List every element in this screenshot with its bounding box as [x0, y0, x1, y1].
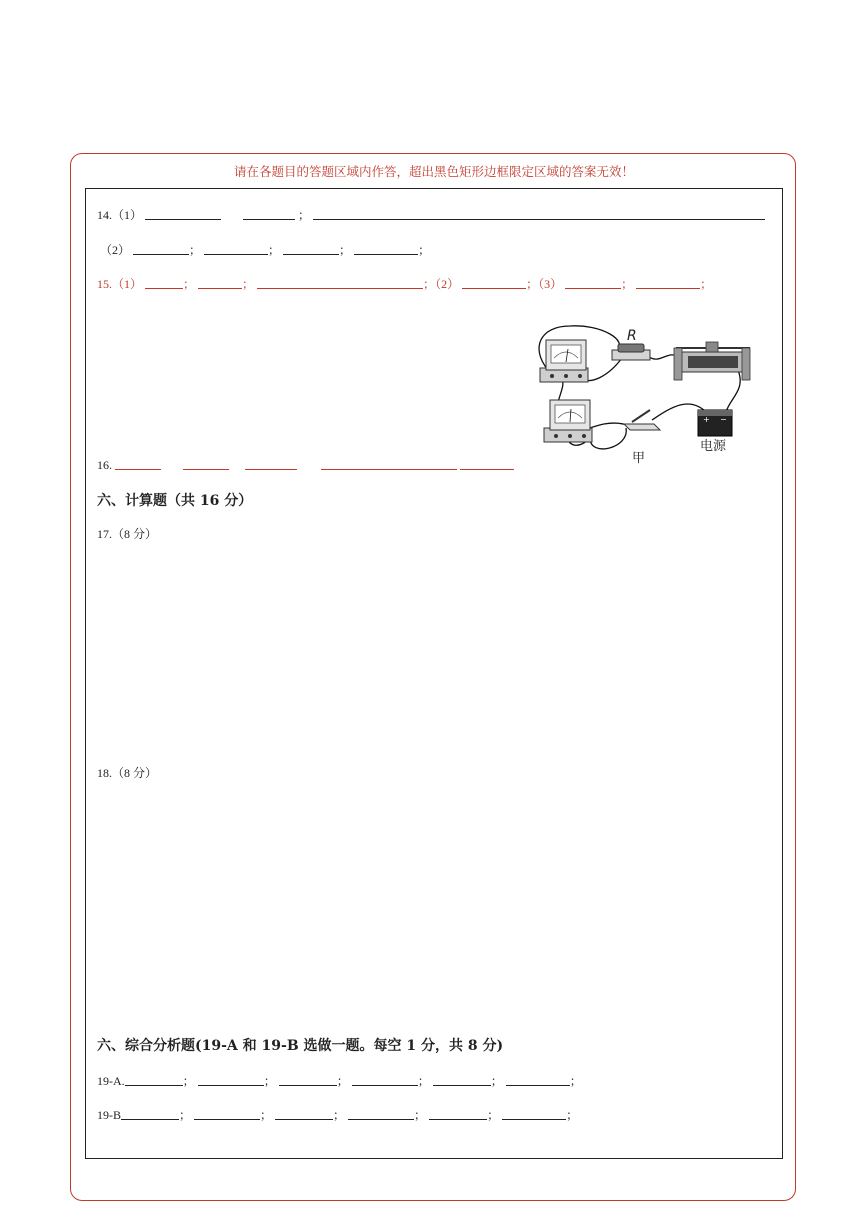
answer-blank[interactable] [352, 1074, 418, 1086]
answer-blank[interactable] [198, 277, 242, 289]
q19a-row [97, 1072, 582, 1089]
switch-icon [624, 410, 660, 430]
separator: ； [268, 243, 281, 257]
q14-label: 14.（1） [97, 208, 143, 222]
q14-part2-row [100, 241, 430, 258]
figure-label: 甲 [632, 451, 646, 466]
separator: ； [569, 1074, 582, 1088]
q15-row [97, 275, 712, 292]
separator: ； [333, 1108, 346, 1122]
svg-text:+: + [703, 415, 710, 424]
answer-blank[interactable] [460, 458, 514, 470]
answer-blank[interactable] [279, 1074, 337, 1086]
answer-blank[interactable] [194, 1108, 260, 1120]
q19b-label: 19-B [97, 1108, 121, 1122]
separator: ； [260, 1108, 273, 1122]
separator: ； [487, 1108, 500, 1122]
answer-blank[interactable] [198, 1074, 264, 1086]
answer-blank[interactable] [115, 458, 161, 470]
q16-label: 16. [97, 458, 112, 472]
answer-blank[interactable] [433, 1074, 491, 1086]
answer-blank[interactable] [125, 1074, 183, 1086]
separator: ； [189, 243, 202, 257]
separator: ； [179, 1108, 192, 1122]
q19a-label: 19-A. [97, 1074, 125, 1088]
answer-blank[interactable] [133, 243, 189, 255]
q15-label: 15.（1） [97, 277, 143, 291]
section-title-calculation: 六、计算题（共 16 分） [97, 493, 253, 509]
section-title-analysis: 六、综合分析题(19-A 和 19-B 选做一题。每空 1 分，共 8 分) [97, 1038, 504, 1054]
answer-blank[interactable] [243, 208, 295, 220]
answer-blank[interactable] [429, 1108, 487, 1120]
q16-row [97, 458, 514, 473]
answer-area-warning: 请在各题目的答题区域内作答，超出黑色矩形边框限定区域的答案无效！ [233, 164, 634, 179]
separator: ； [414, 1108, 427, 1122]
separator: ； [339, 243, 352, 257]
rheostat-icon [674, 342, 750, 380]
answer-blank[interactable] [636, 277, 700, 289]
separator: ； [183, 277, 196, 291]
answer-blank[interactable] [348, 1108, 414, 1120]
svg-text:−: − [720, 415, 727, 424]
answer-blank[interactable] [565, 277, 621, 289]
separator: ； [566, 1108, 579, 1122]
answer-blank[interactable] [506, 1074, 570, 1086]
separator: ； [526, 277, 539, 291]
answer-blank[interactable] [283, 243, 339, 255]
separator: ； [700, 277, 713, 291]
answer-blank[interactable] [121, 1108, 179, 1120]
answer-blank[interactable] [354, 243, 418, 255]
separator: ； [417, 1074, 430, 1088]
q15-part3-label: （3） [538, 277, 563, 291]
answer-blank[interactable] [145, 277, 183, 289]
separator: ； [423, 277, 436, 291]
ammeter-icon [544, 400, 592, 442]
q14-part1-row [97, 206, 765, 223]
answer-blank[interactable] [313, 208, 765, 220]
q17-answer-area[interactable] [97, 545, 769, 755]
separator: ； [298, 208, 311, 222]
answer-blank[interactable] [321, 458, 457, 470]
voltmeter-icon [540, 340, 588, 382]
answer-blank[interactable] [183, 458, 229, 470]
separator: ； [490, 1074, 503, 1088]
answer-blank[interactable] [275, 1108, 333, 1120]
separator: ； [263, 1074, 276, 1088]
circuit-diagram [530, 318, 762, 470]
resistor-icon [612, 344, 650, 360]
wire [726, 370, 740, 412]
answer-blank[interactable] [145, 208, 221, 220]
q17-label: 17.（8 分） [97, 527, 158, 541]
resistor-label: R [627, 328, 637, 344]
battery-icon [698, 410, 732, 436]
separator: ； [418, 243, 431, 257]
q14-part2-label: （2） [100, 243, 131, 257]
separator: ； [242, 277, 255, 291]
separator: ； [182, 1074, 195, 1088]
q18-answer-area[interactable] [97, 784, 769, 1024]
answer-blank[interactable] [245, 458, 297, 470]
q15-part2-label: （2） [435, 277, 460, 291]
answer-blank[interactable] [204, 243, 268, 255]
separator: ； [336, 1074, 349, 1088]
q18-label: 18.（8 分） [97, 766, 158, 780]
answer-blank[interactable] [462, 277, 526, 289]
answer-blank[interactable] [257, 277, 423, 289]
answer-blank[interactable] [502, 1108, 566, 1120]
q19b-row [97, 1106, 578, 1123]
separator: ； [621, 277, 634, 291]
power-source-label: 电源 [700, 439, 727, 454]
